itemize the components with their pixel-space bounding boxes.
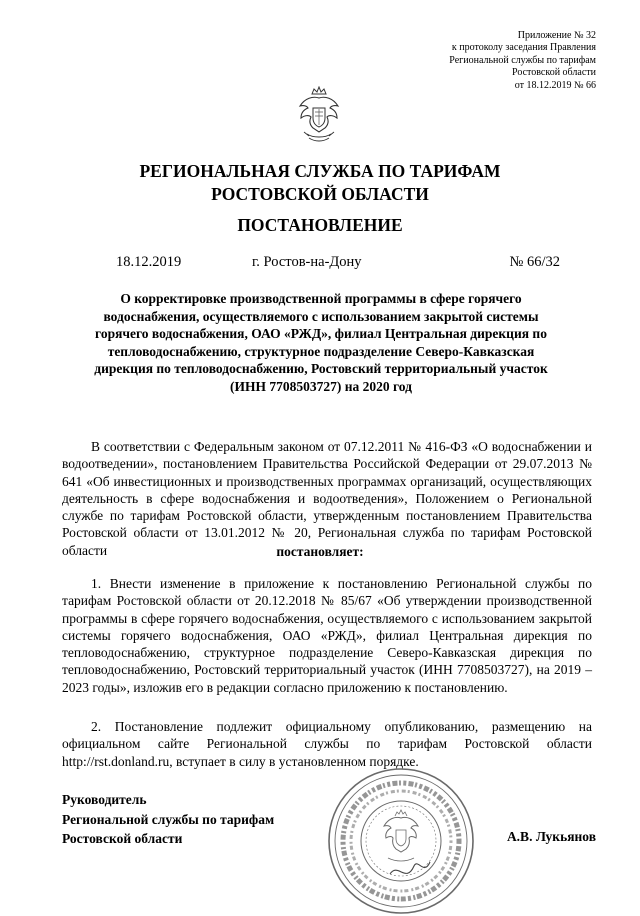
document-type: ПОСТАНОВЛЕНИЕ	[237, 215, 403, 235]
appendix-line: Ростовской области	[512, 67, 596, 79]
document-number: № 66/32	[509, 254, 560, 270]
appendix-line: от 18.12.2019 № 66	[514, 79, 596, 91]
agency-name	[0, 160, 640, 206]
document-heading: О корректировке производственной программы в сфере горячего водоснабжения, осуществляемого с использованием закрытой системы горячего водоснабжения, ОАО «РЖД», филиал Центральная дирекция по тепловодоснабжению, структурное подразделение Северо-Кавказская дирекция по тепловодоснабжению, Ростовский территориальный участок (ИНН 7708503727) на 2020 год	[94, 291, 548, 394]
document-date: 18.12.2019	[116, 254, 182, 270]
signer-position-line: Ростовской области	[62, 831, 183, 846]
resolution-item-2: 2. Постановление подлежит официальному опубликованию, размещению на официальном сайте Региональной службы по тарифам Ростовской области http://rst.donland.ru, вступает в силу в установленном порядке.	[62, 719, 592, 769]
resolution-item-1: 1. Внести изменение в приложение к постановлению Региональной службы по тарифам Ростовской области от 20.12.2018 № 85/67 «Об утверждении производственной программы в сфере горячего водоснабжения, осуществляемого с использованием закрытой системы горячего водоснабжения, ОАО «РЖД», филиал Центральная дирекция по тепловодоснабжению, структурное подразделение Северо-Кавказская дирекция по тепловодоснабжению, Ростовский территориальный участок (ИНН 7708503727), на 2019 – 2023 годы», изложив его в редакции согласно приложению к постановлению.	[62, 576, 592, 695]
appendix-line: к протоколу заседания Правления	[451, 42, 596, 54]
coat-of-arms-icon	[295, 86, 343, 144]
appendix-note	[356, 30, 596, 92]
preamble-paragraph: В соответствии с Федеральным законом от 07.12.2011 № 416-ФЗ «О водоснабжении и водоотведении», постановлением Правительства Российской Федерации от 29.07.2013 № 641 «Об инвестиционных и производственных программах организаций, осуществляющих деятельность в сфере водоснабжения и водоотведения», Положением о Региональной службе по тарифам Ростовской области, утвержденным постановлением Правительства Ростовской области от 13.01.2012 № 20, Региональная служба по тарифам Ростовской области	[62, 439, 592, 558]
signer-name: А.В. Лукьянов	[506, 829, 596, 844]
signer-position-line: Региональной службы по тарифам	[62, 811, 275, 827]
resolution-word: постановляет:	[276, 544, 364, 559]
agency-name-line: РОСТОВСКОЙ ОБЛАСТИ	[211, 184, 429, 204]
signer-position-line: Руководитель	[62, 792, 147, 807]
document-place: г. Ростов-на-Дону	[252, 254, 362, 270]
appendix-line: Региональной службы по тарифам	[449, 54, 596, 66]
signer-position	[62, 790, 274, 849]
official-seal-icon	[326, 766, 476, 916]
appendix-line: Приложение № 32	[517, 30, 596, 41]
agency-name-line: РЕГИОНАЛЬНАЯ СЛУЖБА ПО ТАРИФАМ	[139, 161, 501, 181]
